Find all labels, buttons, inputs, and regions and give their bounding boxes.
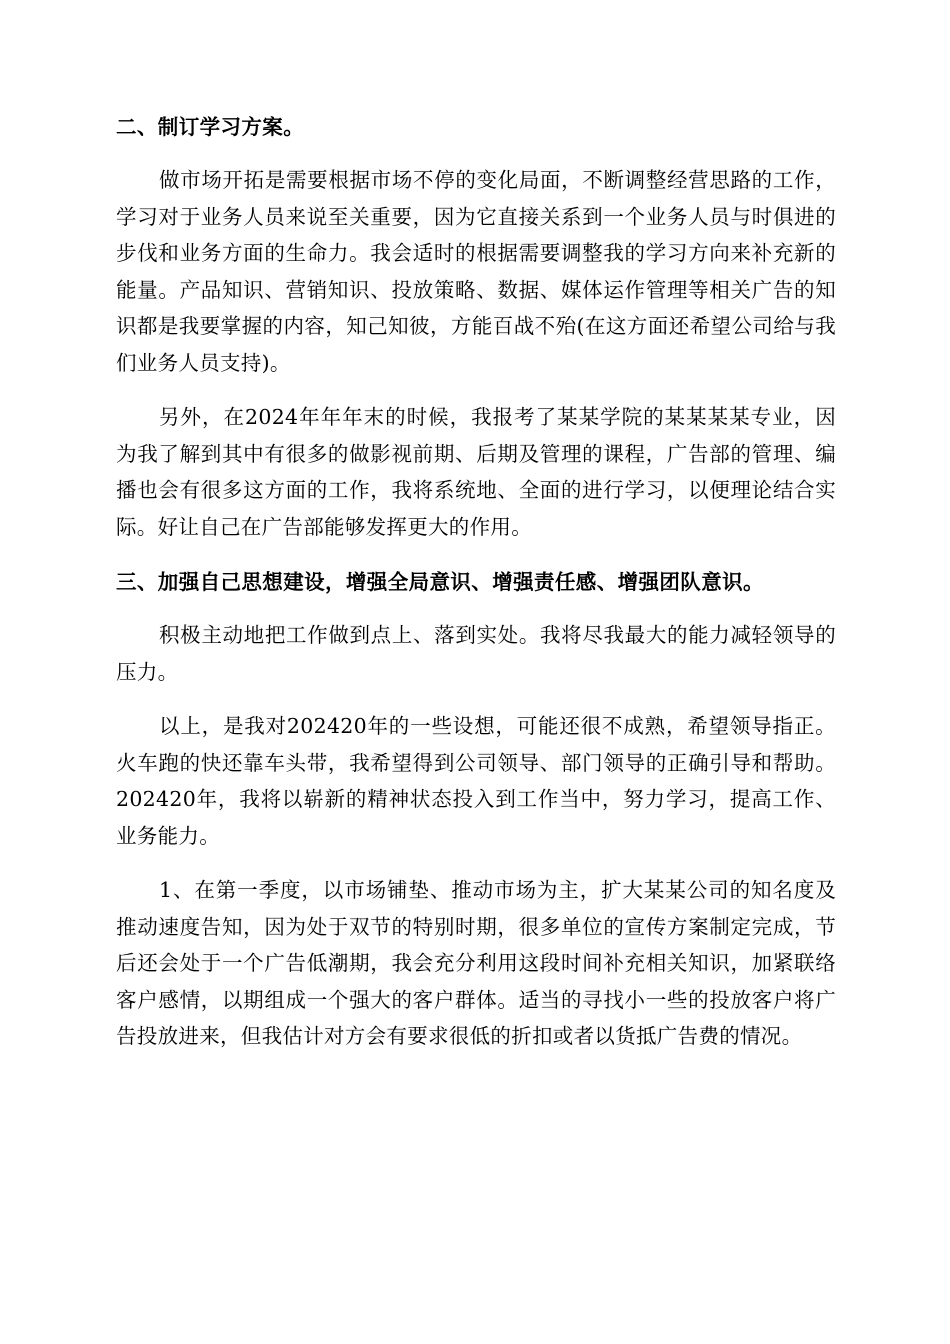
section-heading-2: 二、制订学习方案。 — [116, 115, 305, 139]
spacer — [116, 601, 836, 617]
document-page — [116, 108, 836, 1055]
spacer — [116, 854, 836, 872]
paragraph-2-1: 做市场开拓是需要根据市场不停的变化局面，不断调整经营思路的工作，学习对于业务人员来说至关重要，因为它直接关系到一个业务人员与时俱进的步伐和业务方面的生命力。我会适时的根据需要调整我的学习方向来补充新的能量。产品知识、营销知识、投放策略、数据、媒体运作管理等相关广告的知识都是我要掌握的内容，知己知彼，方能百战不殆(在这方面还希望公司给与我们业务人员支持)。 — [116, 168, 836, 375]
spacer — [116, 146, 836, 162]
spacer — [116, 545, 836, 563]
spacer — [116, 690, 836, 708]
paragraph-3-2: 以上，是我对202420年的一些设想，可能还很不成熟，希望领导指正。火车跑的快还靠车头带，我希望得到公司领导、部门领导的正确引导和帮助。202420年，我将以崭新的精神状态投入到工作当中，努力学习，提高工作、业务能力。 — [116, 714, 836, 848]
paragraph-2-2: 另外，在2024年年年末的时候，我报考了某某学院的某某某某专业，因为我了解到其中有很多的做影视前期、后期及管理的课程，广告部的管理、编播也会有很多这方面的工作，我将系统地、全面的进行学习，以便理论结合实际。好让自己在广告部能够发挥更大的作用。 — [116, 405, 836, 539]
paragraph-3-3: 1、在第一季度，以市场铺垫、推动市场为主，扩大某某公司的知名度及推动速度告知，因为处于双节的特别时期，很多单位的宣传方案制定完成，节后还会处于一个广告低潮期，我会充分利用这段时间补充相关知识，加紧联络客户感情，以期组成一个强大的客户群体。适当的寻找小一些的投放客户将广告投放进来，但我估计对方会有要求很低的折扣或者以货抵广告费的情况。 — [116, 878, 836, 1048]
spacer — [116, 381, 836, 399]
paragraph-3-1: 积极主动地把工作做到点上、落到实处。我将尽我最大的能力减轻领导的压力。 — [116, 623, 836, 684]
section-heading-3: 三、加强自己思想建设，增强全局意识、增强责任感、增强团队意识。 — [116, 570, 764, 594]
